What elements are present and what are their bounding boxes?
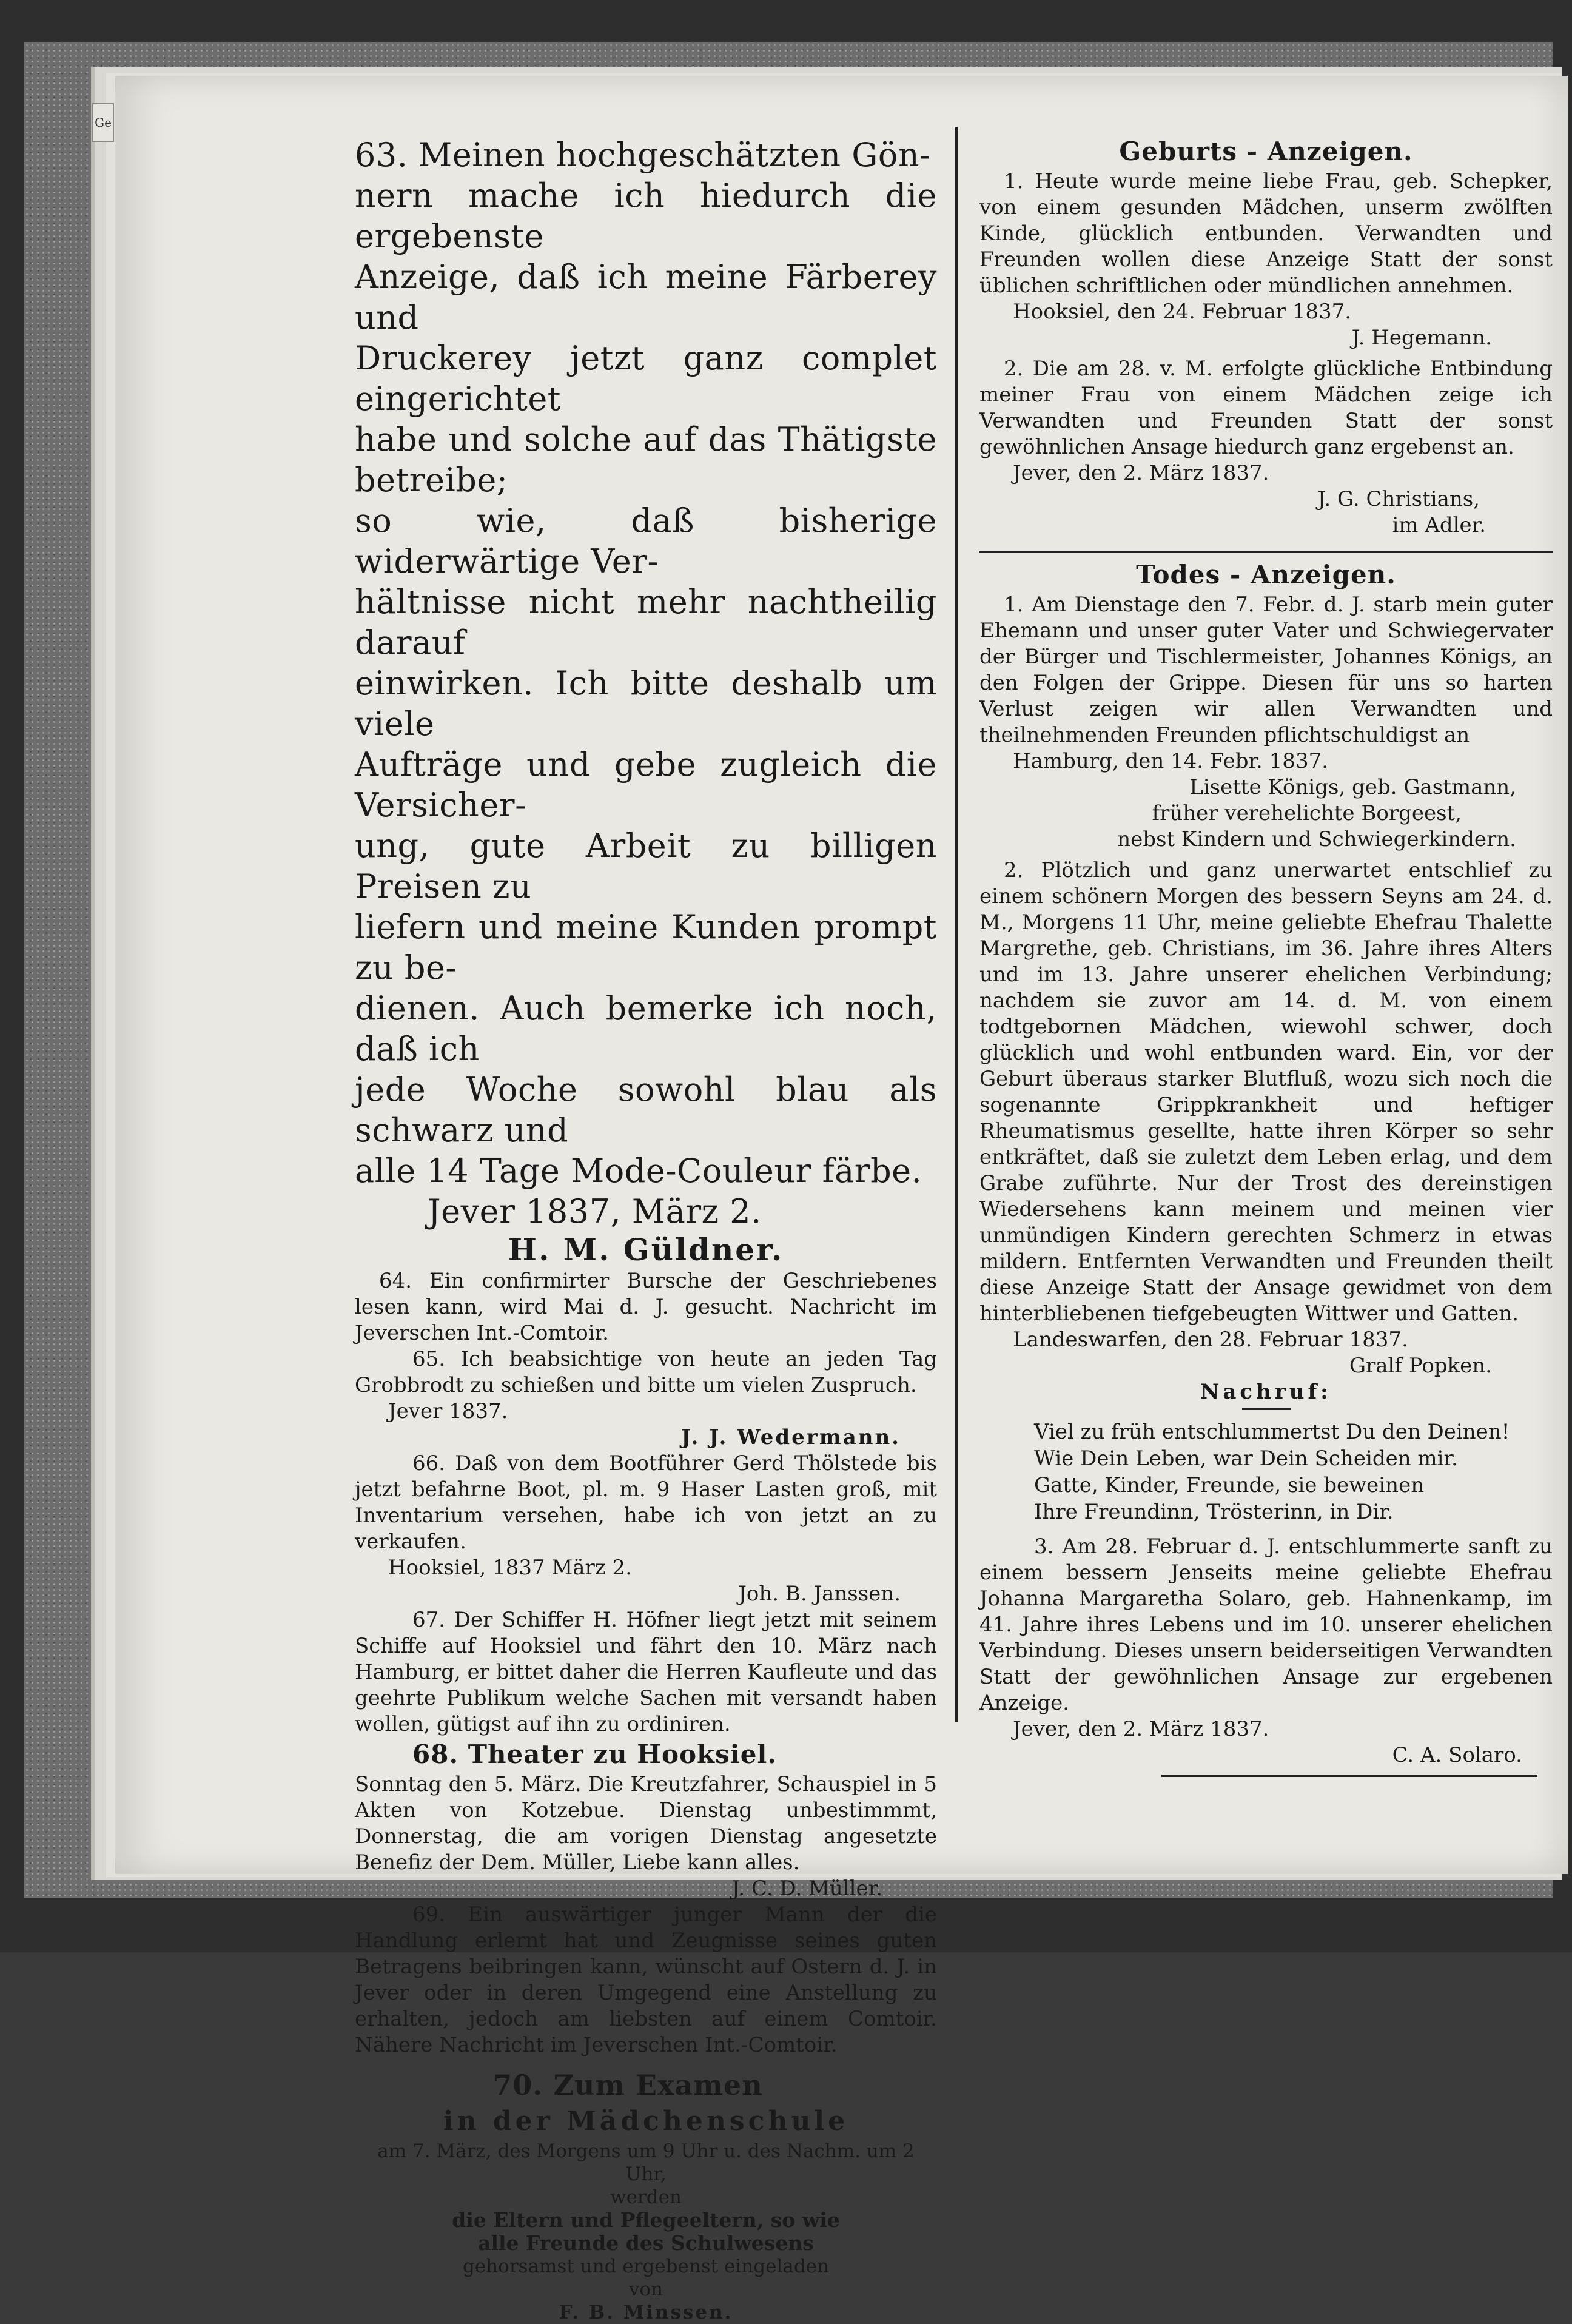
- death-2-place: Landeswarfen, den 28. Februar 1837.: [1013, 1328, 1408, 1352]
- death-2-signature: Gralf Popken.: [1349, 1354, 1492, 1378]
- advert-63-line: 63. Meinen hochgeschätzten Gön-: [355, 136, 931, 174]
- birth-announcement-1: 1. Heute wurde meine liebe Frau, geb. Schepker, von einem gesunden Mädchen, unserm zwölften Kinde, glücklich entbunden. Verwandten und Freunden wollen diese Anzeige Statt der sonst üblichen schriftlichen oder mündlichen annehmen.: [979, 169, 1553, 298]
- poem-line: Wie Dein Leben, war Dein Scheiden mir.: [1034, 1446, 1458, 1471]
- poem-line: Gatte, Kinder, Freunde, sie beweinen: [1034, 1473, 1425, 1497]
- advert-70-parents: die Eltern und Pflegeeltern, so wie: [452, 2208, 840, 2232]
- advert-63-signature: H. M. Güldner.: [508, 1232, 784, 1268]
- birth-1-signature: J. Hegemann.: [1351, 326, 1492, 350]
- death-announcements-title: Todes - Anzeigen.: [1136, 560, 1396, 589]
- death-1-place: Hamburg, den 14. Febr. 1837.: [1013, 749, 1329, 773]
- advert-70-friends: alle Freunde des Schulwesens: [478, 2231, 814, 2255]
- advert-68-signature: J. C. D. Müller.: [731, 1876, 882, 1901]
- advert-63-line: nern mache ich hiedurch die ergebenste: [355, 176, 937, 255]
- advert-70-time: am 7. März, des Morgens um 9 Uhr u. des Nachm. um 2 Uhr,: [377, 2140, 915, 2185]
- advert-70-signature: F. B. Minssen.: [559, 2302, 733, 2323]
- left-column: [355, 135, 937, 2324]
- birth-announcements-title: Geburts - Anzeigen.: [1119, 136, 1413, 166]
- advert-70: [355, 2067, 937, 2324]
- nachruf-title: Nachruf:: [1200, 1380, 1332, 1404]
- advert-67: 67. Der Schiffer H. Höfner liegt jetzt mit seinem Schiffe auf Hooksiel und fährt den 10. März nach Hamburg, er bittet daher die Herren Kaufleute und das geehrte Publikum welche Sachen mit versandt haben wollen, gütigst auf ihn zu ordiniren.: [355, 1608, 937, 1736]
- advert-70-heading: 70. Zum Examen: [492, 2069, 763, 2101]
- advert-63-line: ung, gute Arbeit zu billigen Preisen zu: [355, 827, 937, 905]
- advert-63-line: dienen. Auch bemerke ich noch, daß ich: [355, 989, 937, 1068]
- advert-63-line: einwirken. Ich bitte deshalb um viele: [355, 664, 937, 743]
- advert-63-line: Anzeige, daß ich meine Färberey und: [355, 258, 937, 337]
- poem-line: Viel zu früh entschlummertst Du den Deinen!: [1034, 1420, 1510, 1444]
- birth-announcement-2: 2. Die am 28. v. M. erfolgte glückliche Entbindung meiner Frau von einem Mädchen zeige ich Verwandten und Freunden Statt der sonst gewöhnlichen Ansage hiedurch ganz ergebenst an.: [979, 357, 1553, 459]
- closing-rule: [1161, 1775, 1537, 1777]
- death-1-signature-line3: nebst Kindern und Schwiegerkindern.: [1117, 827, 1516, 851]
- advert-65-place: Jever 1837.: [388, 1399, 508, 1423]
- advert-63-line: liefern und meine Kunden prompt zu be-: [355, 908, 937, 987]
- death-1-signature-line2: früher verehelichte Borgeest,: [1152, 801, 1462, 825]
- nachruf-rule: [1242, 1408, 1291, 1410]
- advert-63-line: hältnisse nicht mehr nachtheilig darauf: [355, 583, 937, 662]
- advert-63-line: so wie, daß bisherige widerwärtige Ver-: [355, 502, 937, 580]
- death-announcement-1: 1. Am Dienstage den 7. Febr. d. J. starb mein guter Ehemann und unser guter Vater und Schwiegervater der Bürger und Tischlermeister, Johannes Königs, an den Folgen der Grippe. Diesen für uns so harten Verlust zeigen wir allen Verwandten und theilnehmenden Freunden pflichtschuldigst an: [979, 593, 1553, 747]
- margin-tab-label: Ge: [92, 103, 114, 142]
- advert-63: [355, 135, 937, 1268]
- advert-70-von: von: [628, 2279, 663, 2300]
- advert-68: Sonntag den 5. März. Die Kreutzfahrer, Schauspiel in 5 Akten von Kotzebue. Dienstag unbestimmmt, Donnerstag, die am vorigen Dienstag angesetzte Benefiz der Dem. Müller, Liebe kann alles.: [355, 1772, 937, 1875]
- advert-63-line: alle 14 Tage Mode-Couleur färbe.: [355, 1152, 922, 1190]
- advert-65: 65. Ich beabsichtige von heute an jeden Tag Grobbrodt zu schießen und bitte um vielen Zuspruch.: [355, 1347, 937, 1397]
- advert-70-invited: gehorsamst und ergebenst eingeladen: [463, 2255, 829, 2277]
- nachruf-poem: [979, 1419, 1553, 1525]
- birth-2-signature: J. G. Christians,: [1317, 487, 1480, 511]
- death-announcement-2: 2. Plötzlich und ganz unerwartet entschlief zu einem schönern Morgen des bessern Seyns am 24. d. M., Morgens 11 Uhr, meine geliebte Ehefrau Thalette Margrethe, geb. Christians, im 36. Jahre ihres Alters und im 13. Jahre unserer ehelichen Verbindung; nachdem sie zuvor am 14. d. M. von einem todtgebornen Mädchen, wiewohl schwer, doch glücklich und wohl entbunden ward. Ein, vor der Geburt überaus starker Blutfluß, wozu sich noch die sogenannte Grippkrankheit und heftiger Rheumatismus gesellte, hatte ihren Körper so sehr entkräftet, daß sie zuletzt dem Leben erlag, und dem Grabe zuführte. Nur der Trost des dereinstigen Wiedersehens kann meinem und meinen vier unmündigen Kindern gerechten Schmerz in etwas mildern. Entfernten Verwandten und Freunden theilt diese Anzeige Statt der Ansage gewidmet von dem hinterbliebenen tiefgebeugten Wittwer und Gatten.: [979, 858, 1553, 1326]
- death-3-place: Jever, den 2. März 1837.: [1013, 1717, 1269, 1741]
- advert-68-title: 68. Theater zu Hooksiel.: [412, 1739, 778, 1769]
- advert-63-line: Druckerey jetzt ganz complet eingerichtet: [355, 339, 937, 418]
- advert-69: 69. Ein auswärtiger junger Mann der die Handlung erlernt hat und Zeugnisse seines guten Betragens beibringen kann, wünscht auf Ostern d. J. in Jever oder in deren Umgegend eine Anstellung zu erhalten, jedoch am liebsten auf einem Comtoir. Nähere Nachricht im Jeverschen Int.-Comtoir.: [355, 1903, 937, 2057]
- advert-66: 66. Daß von dem Bootführer Gerd Thölstede bis jetzt befahrne Boot, pl. m. 9 Haser Lasten groß, mit Inventarium versehen, habe ich von jetzt an zu verkaufen.: [355, 1451, 937, 1554]
- right-column: [979, 135, 1553, 1777]
- death-1-signature: Lisette Königs, geb. Gastmann,: [1189, 775, 1516, 799]
- birth-2-signature-place: im Adler.: [1392, 513, 1486, 537]
- advert-70-werden: werden: [610, 2186, 682, 2208]
- advert-66-place: Hooksiel, 1837 März 2.: [388, 1556, 632, 1580]
- birth-2-place: Jever, den 2. März 1837.: [1013, 461, 1269, 485]
- death-announcement-3: 3. Am 28. Februar d. J. entschlummerte sanft zu einem bessern Jenseits meine geliebte Ehefrau Johanna Margaretha Solaro, geb. Hahnenkamp, im 41. Jahre ihres Lebens und im 10. unserer ehelichen Verbindung. Dieses unsern beiderseitigen Verwandten Statt der gewöhnlichen Ansage zur ergebenen Anzeige.: [979, 1534, 1553, 1715]
- column-divider: [955, 127, 958, 1722]
- advert-63-line: Aufträge und gebe zugleich die Versicher-: [355, 745, 937, 824]
- birth-1-place: Hooksiel, den 24. Februar 1837.: [1013, 300, 1352, 324]
- advert-63-line: habe und solche auf das Thätigste betreibe;: [355, 420, 937, 499]
- death-3-signature: C. A. Solaro.: [1392, 1743, 1522, 1767]
- advert-66-signature: Joh. B. Janssen.: [738, 1582, 901, 1606]
- advert-70-subheading: in der Mädchenschule: [443, 2106, 849, 2137]
- advert-65-signature: J. J. Wedermann.: [681, 1425, 901, 1449]
- advert-63-place-date: Jever 1837, März 2.: [428, 1192, 762, 1231]
- advert-64: 64. Ein confirmirter Bursche der Geschriebenes lesen kann, wird Mai d. J. gesucht. Nachricht im Jeverschen Int.-Comtoir.: [355, 1269, 937, 1345]
- poem-line: Ihre Freundinn, Trösterinn, in Dir.: [1034, 1500, 1394, 1524]
- advert-63-line: jede Woche sowohl blau als schwarz und: [355, 1070, 937, 1149]
